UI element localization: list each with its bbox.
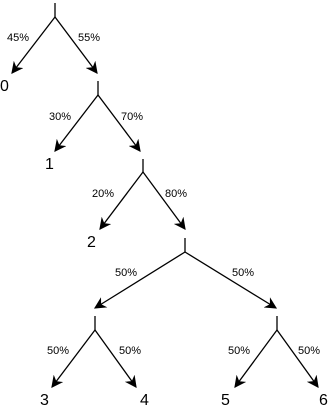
edge-n4-to-4 — [95, 330, 136, 387]
edge-n5-to-6 — [277, 330, 321, 387]
leaf-label: 4 — [140, 392, 149, 409]
edge-probability-label: 70% — [121, 111, 144, 123]
edge-n1-to-n2 — [98, 95, 140, 151]
leaf-label: 5 — [221, 392, 230, 409]
edge-probability-label: 50% — [47, 345, 70, 357]
edge-probability-label: 30% — [49, 111, 72, 123]
edge-root-to-n1 — [55, 17, 97, 73]
leaf-label: 1 — [45, 156, 54, 173]
edge-probability-label: 80% — [165, 188, 188, 200]
edge-probability-label: 50% — [232, 267, 255, 279]
edge-probability-label: 20% — [92, 188, 115, 200]
edge-probability-label: 50% — [115, 267, 138, 279]
edge-probability-label: 55% — [78, 32, 101, 44]
edge-n5-to-5 — [235, 330, 277, 387]
leaf-label: 0 — [0, 78, 9, 95]
edge-probability-label: 50% — [119, 345, 142, 357]
edge-n2-to-2 — [100, 172, 143, 229]
edge-probability-label: 50% — [298, 345, 321, 357]
edge-probability-label: 50% — [228, 345, 251, 357]
edge-probability-label: 45% — [7, 32, 30, 44]
leaf-label: 2 — [87, 234, 96, 251]
edge-root-to-0 — [12, 17, 55, 73]
edge-n4-to-3 — [52, 330, 95, 387]
leaf-label: 6 — [319, 392, 328, 409]
edge-n3-to-n4 — [95, 252, 185, 308]
leaf-label: 3 — [40, 392, 49, 409]
edge-n1-to-1 — [55, 95, 98, 151]
edge-n3-to-n5 — [185, 252, 276, 308]
edge-n2-to-n3 — [143, 172, 188, 229]
